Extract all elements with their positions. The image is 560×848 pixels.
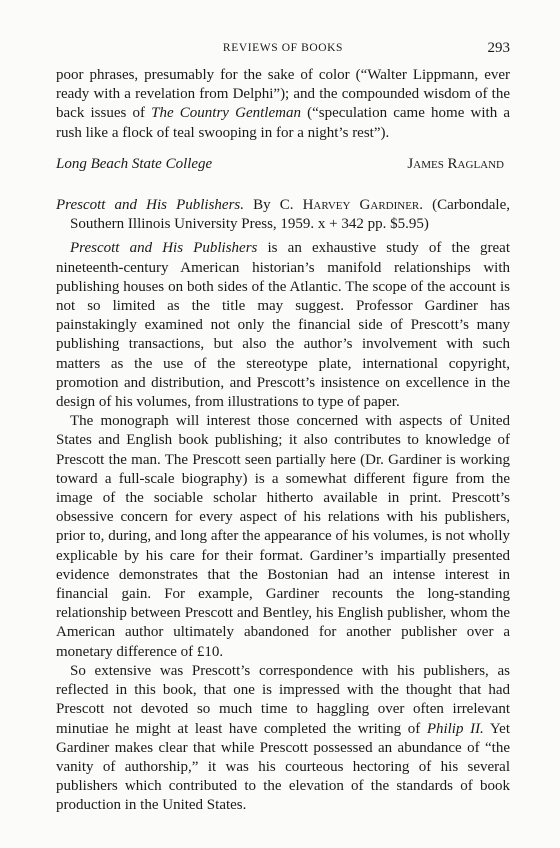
reviewer-affiliation: Long Beach State College <box>56 155 213 172</box>
review-paragraph-3 <box>56 662 510 816</box>
review-paragraph-2: The monograph will interest those concerned with aspects of United States and English book publishing; it also contributes to knowledge of Prescott the man. The Prescott seen partially here (Dr. Gardiner is working toward a full-scale biography) is a somewhat different figure from the image of the sociable scholar hitherto available in print. Prescott’s obsessive concern for every aspect of his relations with his publishers, prior to, during, and long after the appearance of his volumes, is not wholly explicable by his care for their format. Gardiner’s impartially presented evidence demonstrates that the Bostonian had an intense interest in financial gain. For example, Gardiner recounts the long-standing relationship between Prescott and Bentley, his English publisher, whom the American author ultimately abandoned for another publisher over a monetary difference of £10. <box>56 413 510 660</box>
running-head: REVIEWS OF BOOKS <box>222 42 344 54</box>
book-review-page <box>56 40 510 816</box>
book-citation <box>56 196 510 234</box>
text-run: Yet Gardiner makes clear that while Prescott possessed an abundance of “the vanity of authorship,” it was his courteous hectoring of his several publishers which contributed to the elevation of the standards of book production in the United States. <box>56 720 511 814</box>
previous-review-closing-paragraph <box>56 66 510 143</box>
reviewer-name: James Ragland <box>407 155 504 172</box>
page-number: 293 <box>487 40 510 56</box>
periodical-title: The Country Gentleman <box>151 105 301 122</box>
review-paragraph-1 <box>56 239 510 412</box>
text-run: So extensive was Prescott’s correspondence with his publishers, as reflected in this book, that one is impressed with the thought that had Prescott not devoted so much time to haggling over often irrelevant minutiae he might at least have completed the writing of <box>56 662 510 737</box>
text-run: is an exhaustive study of the great nineteenth-century American historian’s manifold relationships with publishing houses on both sides of the Atlantic. The scope of the account is not so limited as the title may suggest. Professor Gardiner has painstakingly examined not only the financial side of Prescott’s many publishing transactions, but also the author’s involvement with such matters as the use of the stereotype plate, international copyright, promotion and distribution, and Prescott’s insistence on excellence in the design of his volumes, from illustrations to type of paper. <box>56 240 510 411</box>
citation-by: By C. <box>244 197 303 214</box>
publication-details: . (Carbondale, Southern Illinois University Press, 1959. x + 342 pp. $5.95) <box>70 197 511 233</box>
book-title: Prescott and His Publishers. <box>56 197 245 214</box>
text-run: (“speculation came home with a rush like a flock of teal swooping in for a night’s rest”). <box>56 105 511 141</box>
text-run: poor phrases, presumably for the sake of color (“Walter Lippmann, ever ready with a revelation from Delphi”); and the compounded wisdom of the back issues of <box>56 67 510 122</box>
reviewer-signature <box>56 155 510 174</box>
book-author: Harvey Gardiner <box>302 197 420 214</box>
book-title-inline: Prescott and His Publishers <box>70 240 258 257</box>
page-header <box>56 40 510 66</box>
work-title-inline: Philip II. <box>426 720 484 737</box>
